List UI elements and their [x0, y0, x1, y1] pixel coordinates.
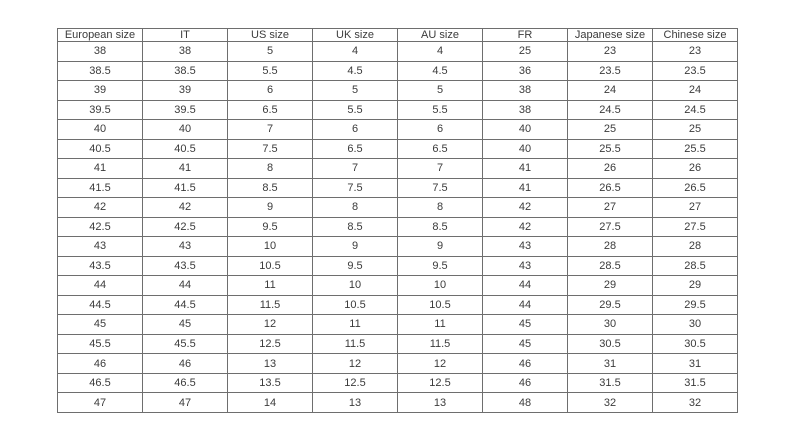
table-cell: 25	[653, 120, 738, 140]
table-cell: 43	[143, 237, 228, 257]
table-cell: 8	[228, 159, 313, 179]
table-cell: 23	[568, 42, 653, 62]
table-cell: 38	[483, 100, 568, 120]
table-row	[58, 315, 738, 335]
table-cell: 24.5	[568, 100, 653, 120]
column-header: UK size	[313, 29, 398, 42]
table-cell: 26	[568, 159, 653, 179]
table-cell: 43	[483, 256, 568, 276]
table-cell: 8.5	[398, 217, 483, 237]
table-cell: 9	[228, 198, 313, 218]
table-cell: 24	[653, 81, 738, 101]
table-cell: 12.5	[398, 373, 483, 393]
table-cell: 13	[398, 393, 483, 413]
table-row	[58, 42, 738, 62]
table-cell: 7.5	[228, 139, 313, 159]
table-cell: 26.5	[653, 178, 738, 198]
table-cell: 8	[313, 198, 398, 218]
table-cell: 5	[313, 81, 398, 101]
table-cell: 46	[58, 354, 143, 374]
column-header: FR	[483, 29, 568, 42]
table-row	[58, 334, 738, 354]
table-cell: 45	[483, 334, 568, 354]
table-cell: 46	[143, 354, 228, 374]
table-cell: 25	[568, 120, 653, 140]
table-cell: 40	[483, 120, 568, 140]
shoe-size-conversion-table	[57, 28, 738, 413]
table-cell: 6	[228, 81, 313, 101]
table-row	[58, 139, 738, 159]
table-cell: 5.5	[228, 61, 313, 81]
table-row	[58, 100, 738, 120]
table-cell: 43.5	[58, 256, 143, 276]
table-cell: 27.5	[653, 217, 738, 237]
table-row	[58, 393, 738, 413]
table-cell: 9.5	[398, 256, 483, 276]
table-cell: 43	[58, 237, 143, 257]
table-cell: 27	[568, 198, 653, 218]
table-cell: 46	[483, 354, 568, 374]
table-cell: 13.5	[228, 373, 313, 393]
table-cell: 32	[653, 393, 738, 413]
table-cell: 32	[568, 393, 653, 413]
table-cell: 28	[568, 237, 653, 257]
table-cell: 6	[313, 120, 398, 140]
table-cell: 10.5	[398, 295, 483, 315]
table-cell: 23.5	[653, 61, 738, 81]
table-head	[58, 29, 738, 42]
table-row	[58, 178, 738, 198]
table-row	[58, 256, 738, 276]
table-cell: 28.5	[568, 256, 653, 276]
table-cell: 44	[483, 295, 568, 315]
column-header: IT	[143, 29, 228, 42]
table-cell: 27.5	[568, 217, 653, 237]
table-cell: 39	[143, 81, 228, 101]
table-cell: 48	[483, 393, 568, 413]
table-cell: 8.5	[313, 217, 398, 237]
table-cell: 42	[143, 198, 228, 218]
table-cell: 7	[228, 120, 313, 140]
table-cell: 27	[653, 198, 738, 218]
table-cell: 10	[228, 237, 313, 257]
table-cell: 4	[313, 42, 398, 62]
table-cell: 30	[568, 315, 653, 335]
table-cell: 24.5	[653, 100, 738, 120]
table-cell: 38.5	[143, 61, 228, 81]
table-cell: 12.5	[228, 334, 313, 354]
table-cell: 5.5	[398, 100, 483, 120]
table-cell: 7	[313, 159, 398, 179]
table-cell: 36	[483, 61, 568, 81]
table-cell: 6	[398, 120, 483, 140]
column-header: AU size	[398, 29, 483, 42]
table-cell: 42.5	[143, 217, 228, 237]
table-cell: 5.5	[313, 100, 398, 120]
table-cell: 7.5	[398, 178, 483, 198]
table-cell: 5	[228, 42, 313, 62]
table-row	[58, 81, 738, 101]
table-row	[58, 198, 738, 218]
table-cell: 44.5	[143, 295, 228, 315]
table-cell: 31.5	[568, 373, 653, 393]
table-cell: 23.5	[568, 61, 653, 81]
table-cell: 45	[58, 315, 143, 335]
table-cell: 6.5	[313, 139, 398, 159]
table-cell: 44	[483, 276, 568, 296]
table-cell: 9.5	[228, 217, 313, 237]
table-cell: 4	[398, 42, 483, 62]
table-row	[58, 276, 738, 296]
table-cell: 38.5	[58, 61, 143, 81]
table-cell: 38	[143, 42, 228, 62]
table-cell: 11	[228, 276, 313, 296]
table-row	[58, 295, 738, 315]
table-row	[58, 373, 738, 393]
table-cell: 41	[483, 159, 568, 179]
table-cell: 12	[228, 315, 313, 335]
table-cell: 29.5	[568, 295, 653, 315]
table-cell: 28.5	[653, 256, 738, 276]
table-cell: 44	[58, 276, 143, 296]
table-cell: 11.5	[228, 295, 313, 315]
table-cell: 41	[58, 159, 143, 179]
table-cell: 13	[313, 393, 398, 413]
table-cell: 30.5	[653, 334, 738, 354]
table-cell: 42.5	[58, 217, 143, 237]
table-row	[58, 61, 738, 81]
table-cell: 40.5	[143, 139, 228, 159]
table-cell: 9	[398, 237, 483, 257]
table-cell: 6.5	[228, 100, 313, 120]
table-cell: 4.5	[398, 61, 483, 81]
table-cell: 40	[143, 120, 228, 140]
table-cell: 47	[58, 393, 143, 413]
table-row	[58, 354, 738, 374]
table-cell: 11	[398, 315, 483, 335]
table-cell: 29.5	[653, 295, 738, 315]
column-header: European size	[58, 29, 143, 42]
table-cell: 46	[483, 373, 568, 393]
table-cell: 25.5	[653, 139, 738, 159]
table-cell: 46.5	[143, 373, 228, 393]
table-cell: 41	[143, 159, 228, 179]
table-cell: 11.5	[313, 334, 398, 354]
table-cell: 28	[653, 237, 738, 257]
table-cell: 23	[653, 42, 738, 62]
table-row	[58, 159, 738, 179]
table-cell: 11	[313, 315, 398, 335]
table-cell: 43	[483, 237, 568, 257]
table-cell: 45	[483, 315, 568, 335]
table-cell: 31.5	[653, 373, 738, 393]
table-cell: 13	[228, 354, 313, 374]
column-header: Japanese size	[568, 29, 653, 42]
table-cell: 12	[313, 354, 398, 374]
table-cell: 39.5	[58, 100, 143, 120]
table-cell: 42	[58, 198, 143, 218]
table-cell: 10.5	[228, 256, 313, 276]
table-cell: 8.5	[228, 178, 313, 198]
table-cell: 12	[398, 354, 483, 374]
table-row	[58, 217, 738, 237]
table-cell: 31	[653, 354, 738, 374]
table-cell: 10	[313, 276, 398, 296]
table-cell: 29	[653, 276, 738, 296]
table-cell: 29	[568, 276, 653, 296]
table-cell: 39.5	[143, 100, 228, 120]
table-cell: 40	[483, 139, 568, 159]
table-cell: 7.5	[313, 178, 398, 198]
table-cell: 43.5	[143, 256, 228, 276]
table-cell: 41	[483, 178, 568, 198]
table-cell: 38	[58, 42, 143, 62]
header-row	[58, 29, 738, 42]
table-cell: 9.5	[313, 256, 398, 276]
table-cell: 42	[483, 217, 568, 237]
table-cell: 45	[143, 315, 228, 335]
table-cell: 26	[653, 159, 738, 179]
table-cell: 41.5	[143, 178, 228, 198]
table-cell: 47	[143, 393, 228, 413]
table-cell: 42	[483, 198, 568, 218]
table-cell: 6.5	[398, 139, 483, 159]
table-cell: 10.5	[313, 295, 398, 315]
table-cell: 7	[398, 159, 483, 179]
table-row	[58, 237, 738, 257]
table-cell: 30	[653, 315, 738, 335]
table-cell: 9	[313, 237, 398, 257]
table-cell: 8	[398, 198, 483, 218]
table-row	[58, 120, 738, 140]
table-cell: 14	[228, 393, 313, 413]
table-cell: 40.5	[58, 139, 143, 159]
table-cell: 11.5	[398, 334, 483, 354]
table-cell: 25	[483, 42, 568, 62]
table-cell: 25.5	[568, 139, 653, 159]
table-cell: 26.5	[568, 178, 653, 198]
table-cell: 31	[568, 354, 653, 374]
table-cell: 30.5	[568, 334, 653, 354]
table-body	[58, 42, 738, 413]
table-cell: 39	[58, 81, 143, 101]
table-cell: 38	[483, 81, 568, 101]
table-cell: 41.5	[58, 178, 143, 198]
table-cell: 44	[143, 276, 228, 296]
table-cell: 24	[568, 81, 653, 101]
column-header: Chinese size	[653, 29, 738, 42]
table-cell: 40	[58, 120, 143, 140]
table-cell: 44.5	[58, 295, 143, 315]
table-cell: 4.5	[313, 61, 398, 81]
column-header: US size	[228, 29, 313, 42]
table-cell: 46.5	[58, 373, 143, 393]
table-cell: 12.5	[313, 373, 398, 393]
table-cell: 45.5	[58, 334, 143, 354]
table-cell: 10	[398, 276, 483, 296]
table-cell: 5	[398, 81, 483, 101]
table-cell: 45.5	[143, 334, 228, 354]
